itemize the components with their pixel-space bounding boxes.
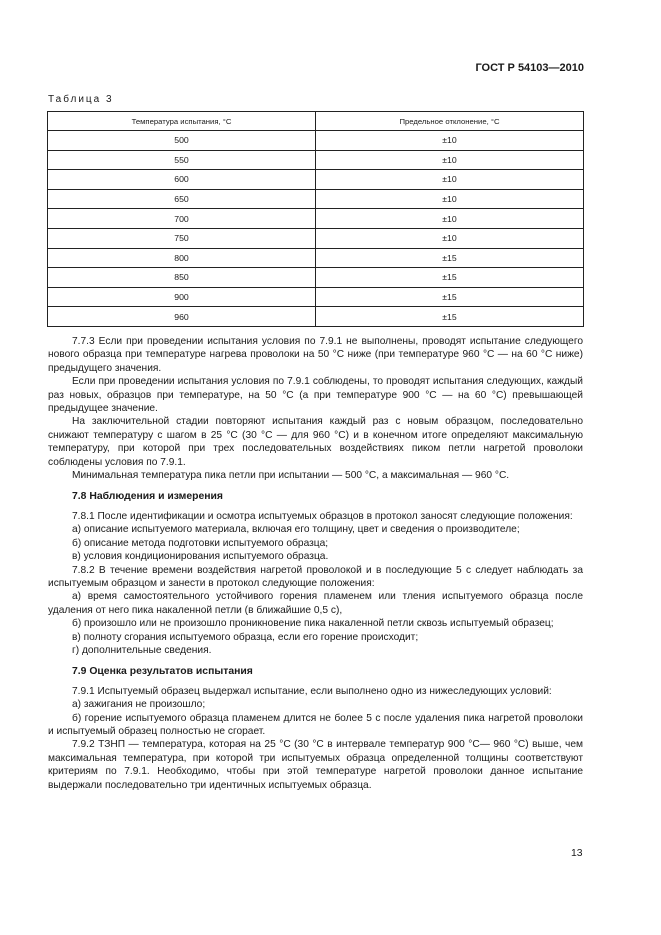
table-row <box>48 307 584 327</box>
column-header: Предельное отклонение, °С <box>316 112 584 131</box>
paragraph-7-8-2: 7.8.2 В течение времени воздействия нагретой проволокой и в последующие 5 с следует наблюдать за испытуемым образцом и занести в протокол следующие положения: <box>48 564 583 589</box>
paragraph-min-max: Минимальная температура пика петли при испытании — 500 °С, а максимальная — 960 °С. <box>72 470 510 482</box>
deviation-cell: ±15 <box>316 307 584 327</box>
list-item: в) условия кондиционирования испытуемого образца. <box>72 551 329 563</box>
temperature-cell: 900 <box>48 287 316 307</box>
deviation-cell: ±15 <box>316 287 584 307</box>
deviation-cell: ±15 <box>316 248 584 268</box>
table-row <box>48 248 584 268</box>
deviation-cell: ±10 <box>316 209 584 229</box>
paragraph-7-9-1: 7.9.1 Испытуемый образец выдержал испытание, если выполнено одно из нижеследующих условий: <box>72 685 552 697</box>
paragraph-conditions-met: Если при проведении испытания условия по 7.9.1 соблюдены, то проводят испытания следующих, каждый раз новых, образцов при температуре, на 50 °С (а при температуре 900 °С — на 60 °С) превышающей предыдущее значение. <box>48 376 583 415</box>
table-row <box>48 287 584 307</box>
table-row <box>48 131 584 151</box>
section-heading-7-9: 7.9 Оценка результатов испытания <box>72 666 253 678</box>
list-item: в) полноту сгорания испытуемого образца, если его горение происходит; <box>72 631 419 643</box>
table-row <box>48 170 584 190</box>
table-row <box>48 150 584 170</box>
temperature-cell: 500 <box>48 131 316 151</box>
list-item: б) описание метода подготовки испытуемого образца; <box>72 537 329 549</box>
temperature-cell: 650 <box>48 189 316 209</box>
table-row <box>48 268 584 288</box>
table-header-row <box>48 112 584 131</box>
column-header: Температура испытания, °С <box>48 112 316 131</box>
document-header: ГОСТ Р 54103—2010 <box>475 62 584 74</box>
list-item: а) зажигания не произошло; <box>72 699 206 711</box>
temperature-cell: 960 <box>48 307 316 327</box>
deviation-cell: ±10 <box>316 170 584 190</box>
list-item: б) произошло или не произошло проникновение пика накаленной петли сквозь испытуемый образец; <box>72 618 554 630</box>
temperature-cell: 850 <box>48 268 316 288</box>
deviation-cell: ±15 <box>316 268 584 288</box>
deviation-cell: ±10 <box>316 228 584 248</box>
temperature-table <box>47 111 584 327</box>
deviation-cell: ±10 <box>316 131 584 151</box>
temperature-cell: 750 <box>48 228 316 248</box>
page-number: 13 <box>571 848 583 859</box>
temperature-cell: 550 <box>48 150 316 170</box>
table-row <box>48 209 584 229</box>
document-body <box>48 335 583 792</box>
list-item: а) время самостоятельного устойчивого горения пламенем или тления испытуемого образца после удаления от него пика накаленной петли (в ближайшие 0,5 с), <box>48 591 583 616</box>
table-row <box>48 189 584 209</box>
list-item: б) горение испытуемого образца пламенем длится не более 5 с после удаления пика нагретой проволоки и испытуемый образец полностью не сгорает. <box>48 712 583 737</box>
list-item: а) описание испытуемого материала, включая его толщину, цвет и сведения о производителе; <box>72 524 520 536</box>
section-heading-7-8: 7.8 Наблюдения и измерения <box>72 491 223 503</box>
paragraph-7-8-1: 7.8.1 После идентификации и осмотра испытуемых образцов в протокол заносят следующие положения: <box>72 510 573 522</box>
temperature-cell: 600 <box>48 170 316 190</box>
table-caption: Таблица 3 <box>48 94 114 105</box>
temperature-cell: 800 <box>48 248 316 268</box>
list-item: г) дополнительные сведения. <box>72 644 212 656</box>
paragraph-final-stage: На заключительной стадии повторяют испытания каждый раз с новым образцом, последовательно снижают температуру с шагом в 25 °С (30 °С — для 960 °С) и в конечном итоге определяют максимальную температуру, при которой при трех последовательных воздействиях пиком петли нагретой проволоки соблюдены условия по 7.9.1. <box>48 416 583 468</box>
paragraph-7-9-2: 7.9.2 ТЗНП — температура, которая на 25 °С (30 °С в интервале температур 900 °С— 960 °С) выше, чем максимальная температура, при которой три испытуемых образца определенной толщины соответствуют критериям по 7.9.1. Необходимо, чтобы при этой температуре нагретой проволоки данное испытание выдержали последовательно три идентичных испытуемых образца. <box>48 739 583 791</box>
deviation-cell: ±10 <box>316 189 584 209</box>
table-row <box>48 228 584 248</box>
temperature-cell: 700 <box>48 209 316 229</box>
deviation-cell: ±10 <box>316 150 584 170</box>
paragraph-7-7-3: 7.7.3 Если при проведении испытания условия по 7.9.1 не выполнены, проводят испытание следующего нового образца при температуре нагрева проволоки на 50 °С ниже (при температуре 960 °С — на 60 °С ниже) предыдущего значения. <box>48 336 583 374</box>
